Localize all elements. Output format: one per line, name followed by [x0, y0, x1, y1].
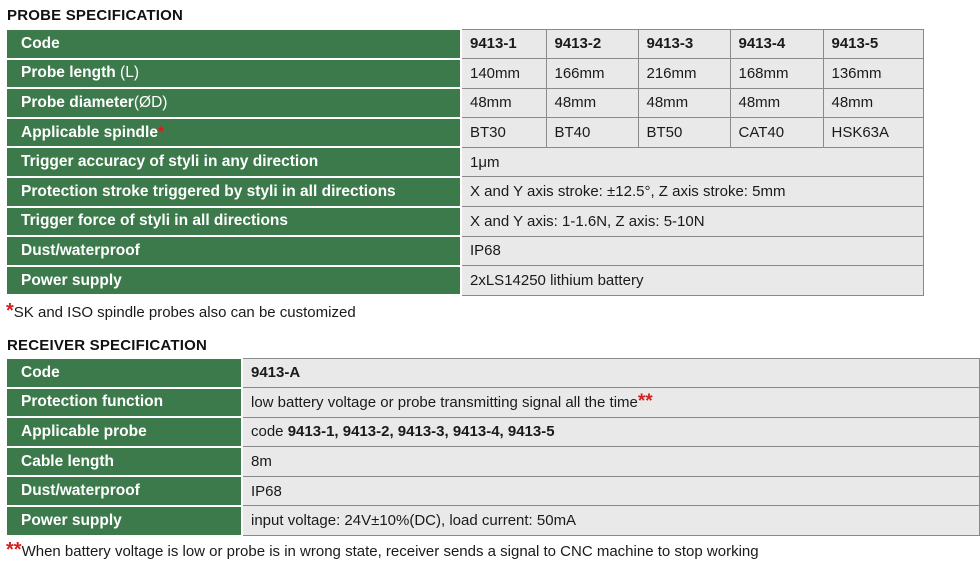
receiver-row-power — [6, 506, 979, 536]
receiver-protection-label: Protection function — [6, 388, 242, 418]
probe-spindle-5: HSK63A — [823, 118, 923, 148]
receiver-code-value: 9413-A — [242, 358, 979, 388]
probe-code-2: 9413-2 — [546, 29, 638, 59]
probe-length-1: 140mm — [461, 59, 546, 89]
probe-code-5: 9413-5 — [823, 29, 923, 59]
asterisk-icon: * — [157, 123, 164, 141]
receiver-dust-value: IP68 — [242, 476, 979, 506]
probe-spindle-4: CAT40 — [730, 118, 823, 148]
receiver-cable-value: 8m — [242, 447, 979, 477]
probe-length-unit: (L) — [120, 64, 139, 82]
probe-dust-label: Dust/waterproof — [6, 236, 461, 266]
receiver-row-code — [6, 358, 979, 388]
receiver-power-label: Power supply — [6, 506, 242, 536]
probe-spindle-3: BT50 — [638, 118, 730, 148]
receiver-power-value: input voltage: 24V±10%(DC), load current: 50mA — [242, 506, 979, 536]
probe-accuracy-value: 1μm — [461, 147, 923, 177]
probe-accuracy-label: Trigger accuracy of styli in any direction — [6, 147, 461, 177]
receiver-footnote-text: When battery voltage is low or probe is in wrong state, receiver sends a signal to CNC machine to stop working — [21, 543, 759, 560]
probe-row-spindle — [6, 118, 923, 148]
probe-row-code — [6, 29, 923, 59]
probe-length-4: 168mm — [730, 59, 823, 89]
asterisk-icon: * — [6, 300, 14, 322]
probe-diameter-3: 48mm — [638, 88, 730, 118]
probe-spec-table — [5, 28, 924, 296]
receiver-dust-label: Dust/waterproof — [6, 476, 242, 506]
double-asterisk-icon: ** — [637, 391, 653, 413]
probe-stroke-value: X and Y axis stroke: ±12.5°, Z axis stroke: 5mm — [461, 177, 923, 207]
probe-diameter-unit: (ØD) — [133, 93, 168, 111]
probe-diameter-2: 48mm — [546, 88, 638, 118]
probe-force-value: X and Y axis: 1-1.6N, Z axis: 5-10N — [461, 207, 923, 237]
probe-row-length — [6, 59, 923, 89]
probe-diameter-label — [6, 88, 461, 118]
receiver-footnote — [6, 539, 759, 562]
receiver-probe-value — [242, 417, 979, 447]
probe-row-force — [6, 207, 923, 237]
probe-code-3: 9413-3 — [638, 29, 730, 59]
receiver-section-title: RECEIVER SPECIFICATION — [7, 337, 207, 354]
probe-length-5: 136mm — [823, 59, 923, 89]
probe-spindle-label — [6, 118, 461, 148]
probe-diameter-5: 48mm — [823, 88, 923, 118]
probe-length-text: Probe length — [21, 64, 116, 82]
probe-row-stroke — [6, 177, 923, 207]
receiver-row-cable — [6, 447, 979, 477]
probe-code-4: 9413-4 — [730, 29, 823, 59]
probe-force-label: Trigger force of styli in all directions — [6, 207, 461, 237]
probe-code-label: Code — [6, 29, 461, 59]
probe-section-title: PROBE SPECIFICATION — [7, 7, 184, 24]
receiver-cable-label: Cable length — [6, 447, 242, 477]
double-asterisk-icon: ** — [6, 539, 22, 561]
probe-stroke-label: Protection stroke triggered by styli in all directions — [6, 177, 461, 207]
receiver-probe-prefix: code — [251, 423, 288, 441]
receiver-row-dust — [6, 476, 979, 506]
probe-diameter-text: Probe diameter — [21, 93, 134, 111]
probe-footnote-text: SK and ISO spindle probes also can be customized — [13, 304, 356, 321]
probe-row-accuracy — [6, 147, 923, 177]
probe-spindle-text: Applicable spindle — [21, 123, 158, 141]
receiver-row-protection — [6, 388, 979, 418]
receiver-probe-label: Applicable probe — [6, 417, 242, 447]
probe-row-power — [6, 266, 923, 296]
probe-length-2: 166mm — [546, 59, 638, 89]
probe-length-3: 216mm — [638, 59, 730, 89]
probe-length-label — [6, 59, 461, 89]
probe-row-dust — [6, 236, 923, 266]
probe-spindle-2: BT40 — [546, 118, 638, 148]
probe-row-diameter — [6, 88, 923, 118]
probe-power-label: Power supply — [6, 266, 461, 296]
probe-code-1: 9413-1 — [461, 29, 546, 59]
probe-power-value: 2xLS14250 lithium battery — [461, 266, 923, 296]
probe-diameter-1: 48mm — [461, 88, 546, 118]
probe-spindle-1: BT30 — [461, 118, 546, 148]
probe-dust-value: IP68 — [461, 236, 923, 266]
receiver-code-label: Code — [6, 358, 242, 388]
receiver-protection-value — [242, 388, 979, 418]
probe-footnote — [6, 300, 356, 323]
receiver-row-probe — [6, 417, 979, 447]
receiver-spec-table — [5, 357, 980, 537]
probe-diameter-4: 48mm — [730, 88, 823, 118]
receiver-probe-codes: 9413-1, 9413-2, 9413-3, 9413-4, 9413-5 — [287, 423, 555, 441]
receiver-protection-text: low battery voltage or probe transmitting signal all the time — [251, 394, 638, 412]
